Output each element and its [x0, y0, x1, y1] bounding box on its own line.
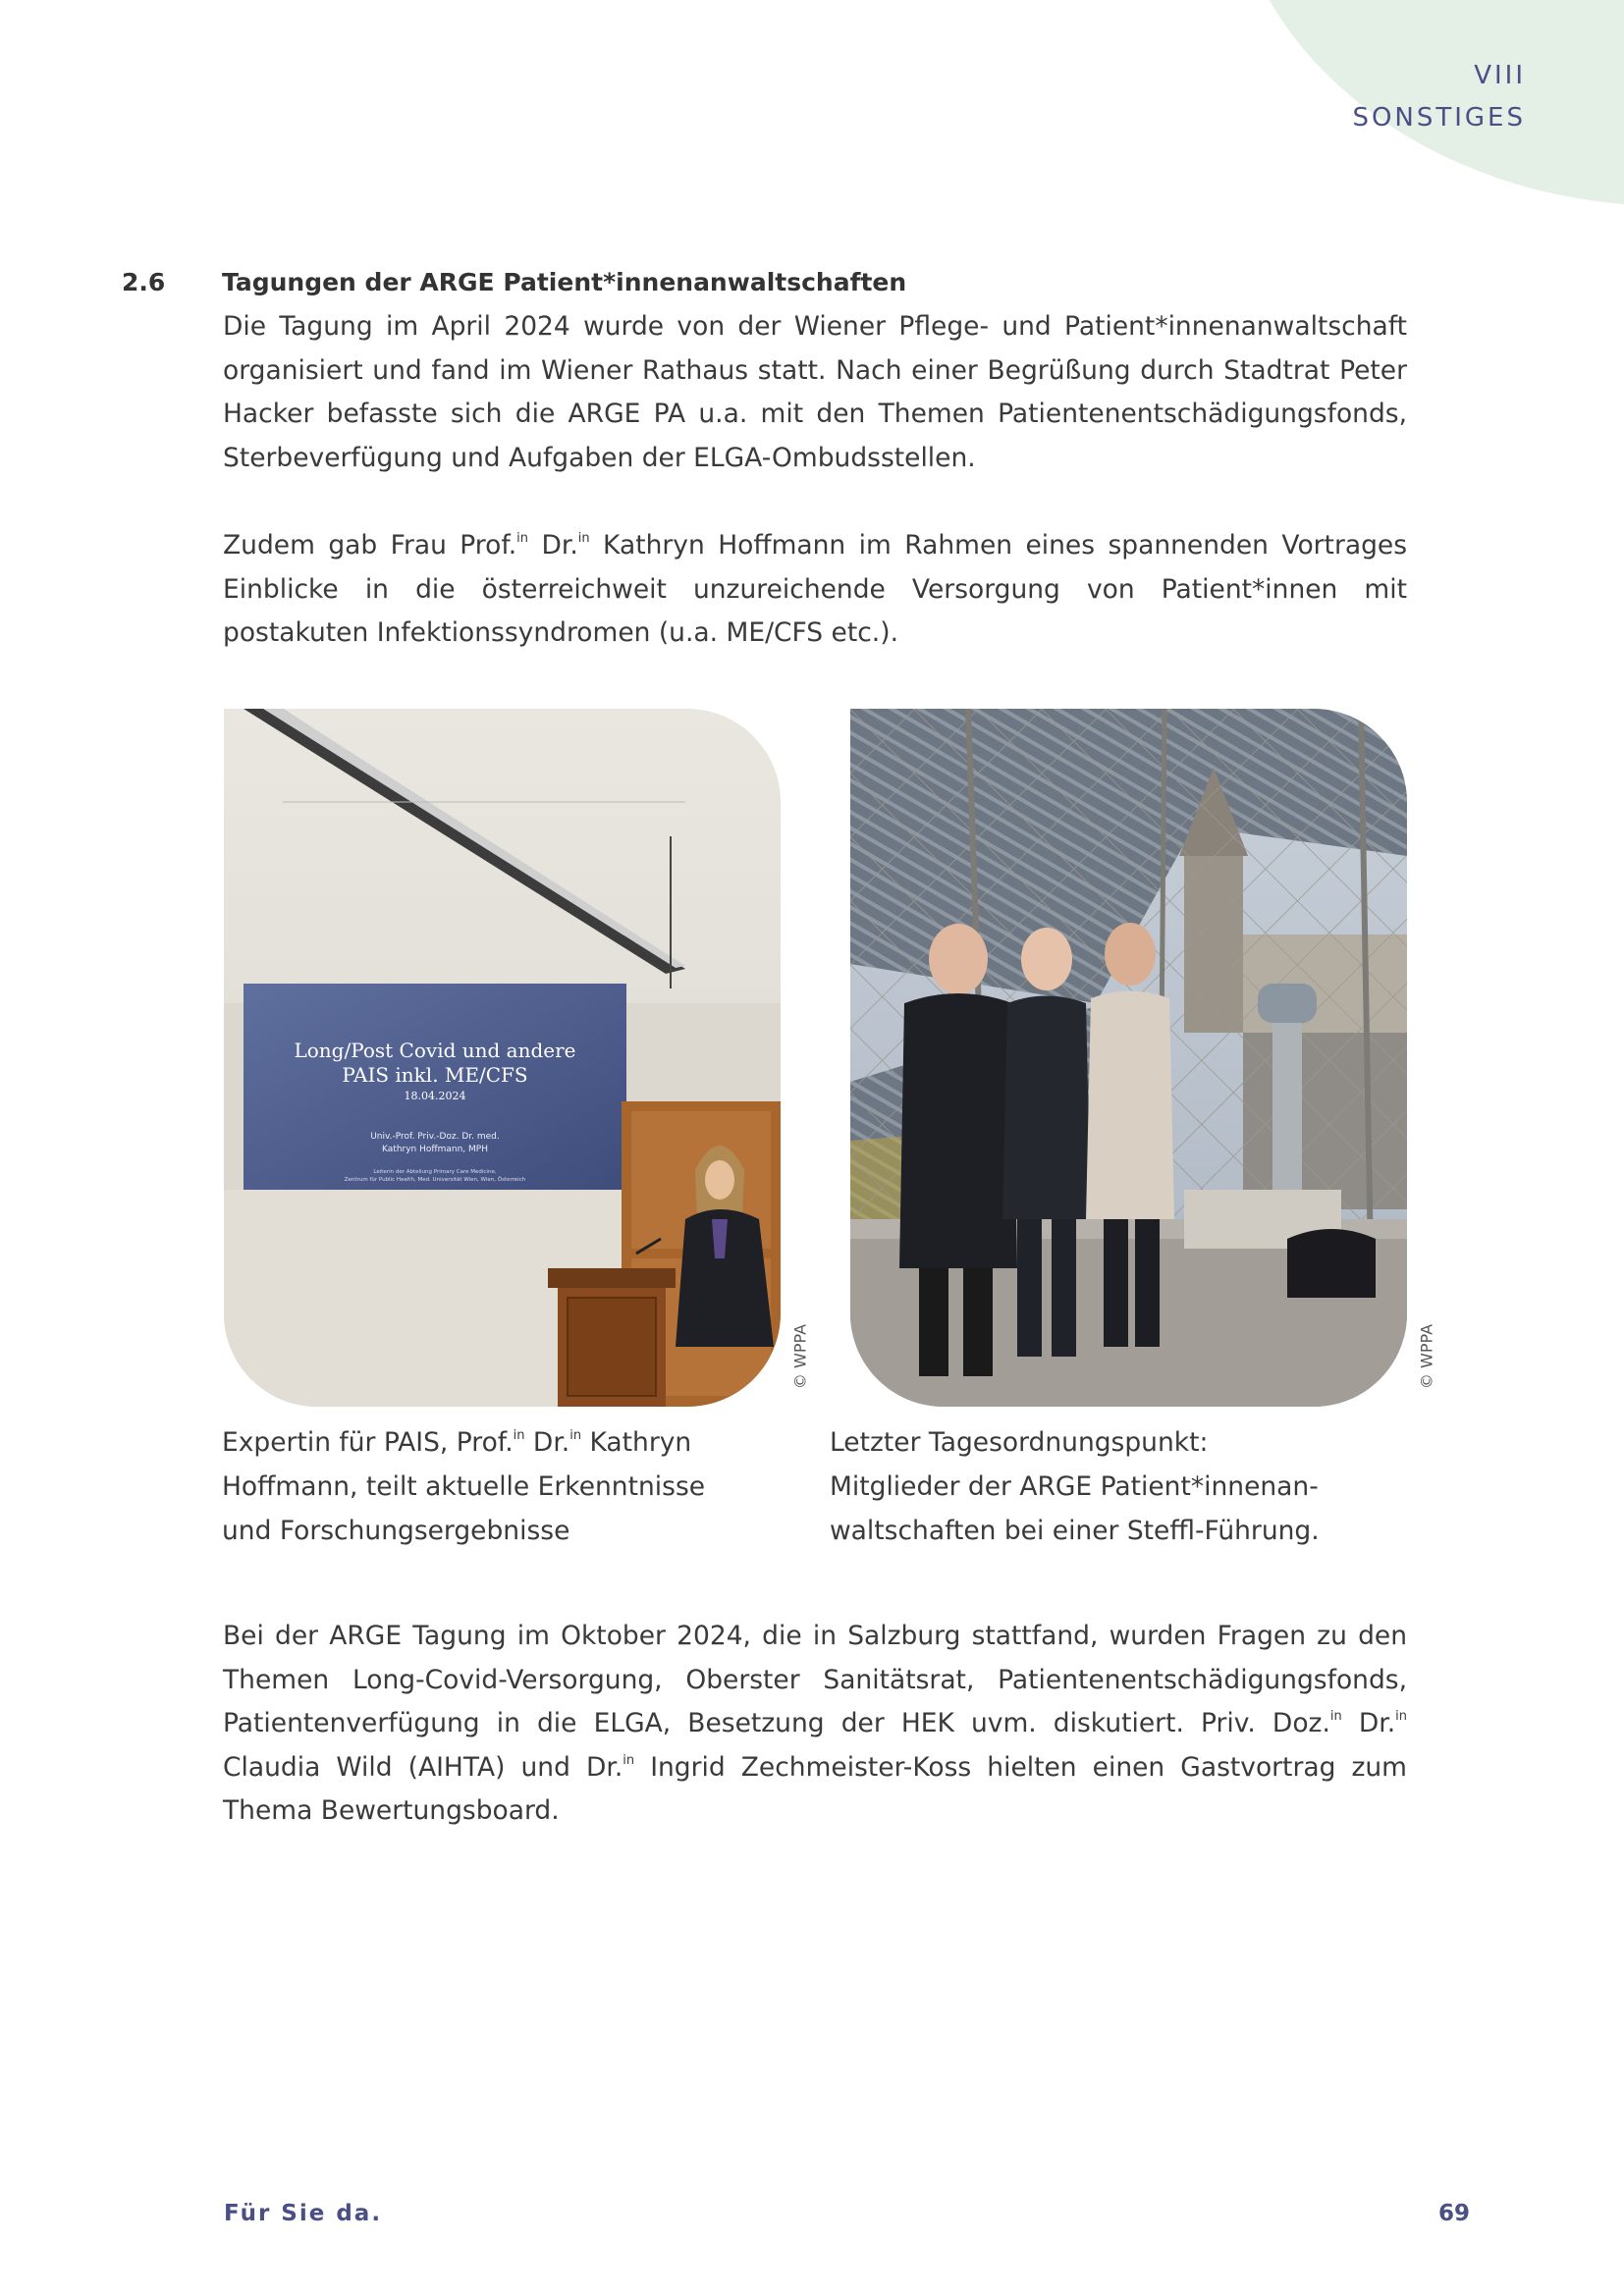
slide-affiliation-line1: Leiterin der Abteilung Primary Care Medicine, — [373, 1169, 497, 1175]
chapter-number: VIII — [1474, 61, 1526, 90]
section-number: 2.6 — [122, 268, 166, 296]
caption-presentation: Expertin für PAIS, Prof.$^{in}$ Dr.$^{in}$ Kathryn Hoffmann, teilt aktuelle Erkenntnisse und Forschungsergebnisse — [222, 1427, 706, 1546]
presentation-photo-illustration — [224, 709, 781, 1407]
photo-credit-right: © WPPA — [1417, 1323, 1436, 1390]
caption-tower-visit: Letzter Tagesordnungspunkt: Mitglieder der ARGE Patient*innenan- waltschaften bei einer Steffl-Führung. — [830, 1427, 1320, 1546]
slide-speaker-line2: Kathryn Hoffmann, MPH — [382, 1145, 488, 1154]
slide-affiliation-line2: Zentrum für Public Health, Med. Universität Wien, Wien, Österreich — [344, 1177, 526, 1183]
photo-tower-visit — [850, 709, 1407, 1407]
footer-tagline: Für Sie da. — [224, 2201, 383, 2226]
section-title: Tagungen der ARGE Patient*innenanwaltschaften — [222, 268, 907, 296]
paragraph-april-meeting: Die Tagung im April 2024 wurde von der Wiener Pflege- und Patient*innenanwaltschaft organisiert und fand im Wiener Rathaus statt. Nach einer Begrüßung durch Stadtrat Peter Hacker befasste sich die ARGE PA u.a. mit den Themen Patientenentschädigungsfonds, Sterbeverfügung und Aufgaben der ELGA-Ombudsstellen. — [223, 311, 1407, 473]
paragraph-hoffmann-talk: Zudem gab Frau Prof.$^{in}$ Dr.$^{in}$ Kathryn Hoffmann im Rahmen eines spannenden Vortrages Einblicke in die österreichweit unzureichende Versorgung von Patient*innen mit postakuten Infektionssyndromen (u.a. ME/CFS etc.). — [223, 530, 1408, 648]
tower-photo-illustration — [850, 709, 1407, 1407]
paragraph-october-meeting: Bei der ARGE Tagung im Oktober 2024, die in Salzburg stattfand, wurden Fragen zu den Themen Long-Covid-Versorgung, Oberster Sanitätsrat, Patientenentschädigungsfonds, Patientenverfügung in die ELGA, Besetzung der HEK uvm. diskutiert. Priv. Doz.$^{in}$ Dr.$^{in}$ Claudia Wild (AIHTA) und Dr.$^{in}$ Ingrid Zechmeister-Koss hielten einen Gastvortrag zum Thema Bewertungsboard. — [223, 1621, 1408, 1826]
slide-speaker-line1: Univ.-Prof. Priv.-Doz. Dr. med. — [370, 1132, 500, 1142]
slide-title-line2: PAIS inkl. ME/CFS — [342, 1063, 528, 1087]
photo-credit-left: © WPPA — [790, 1323, 810, 1390]
chapter-header — [1352, 55, 1526, 139]
slide-date: 18.04.2024 — [404, 1090, 466, 1102]
page-number: 69 — [1437, 2201, 1470, 2226]
slide-title-line1: Long/Post Covid und andere — [294, 1039, 576, 1062]
photo-presentation — [224, 709, 781, 1407]
chapter-title: SONSTIGES — [1352, 103, 1526, 133]
